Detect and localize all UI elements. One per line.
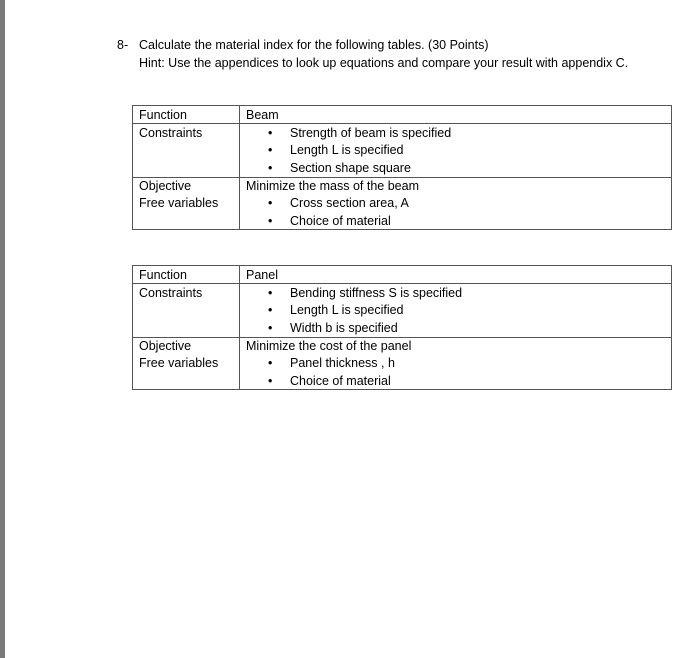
beam-table (132, 105, 672, 230)
bullet-icon: • (268, 143, 273, 157)
bullet-icon: • (268, 214, 273, 228)
list-item (268, 302, 404, 319)
list-item (268, 320, 398, 337)
function-label: Function (139, 108, 187, 122)
free-variables-label: Free variables (139, 356, 219, 370)
bullet-icon: • (268, 321, 273, 335)
question-text: Calculate the material index for the following tables. (30 Points) (139, 38, 489, 52)
list-item (268, 195, 409, 212)
list-item (268, 213, 391, 230)
row-divider (133, 123, 671, 124)
bullet-icon: • (268, 161, 273, 175)
row-divider (133, 283, 671, 284)
bullet-icon: • (268, 286, 273, 300)
bullet-icon: • (268, 303, 273, 317)
constraint-text: Section shape square (290, 161, 411, 175)
objective-value: Minimize the cost of the panel (246, 339, 412, 353)
constraint-text: Width b is specified (290, 321, 398, 335)
bullet-icon: • (268, 126, 273, 140)
function-label: Function (139, 268, 187, 282)
left-edge-bar (0, 0, 5, 658)
question-hint: Hint: Use the appendices to look up equations and compare your result with appendix C. (139, 56, 629, 70)
function-value: Beam (246, 108, 279, 122)
constraint-text: Strength of beam is specified (290, 126, 452, 140)
free-variable-text: Cross section area, A (290, 196, 409, 210)
list-item (268, 142, 404, 159)
free-variable-text: Panel thickness , h (290, 356, 395, 370)
column-divider (239, 106, 240, 229)
constraints-label: Constraints (139, 126, 203, 140)
list-item (268, 355, 395, 372)
bullet-icon: • (268, 356, 273, 370)
list-item (268, 125, 451, 142)
list-item (268, 285, 462, 302)
objective-value: Minimize the mass of the beam (246, 179, 419, 193)
constraint-text: Length L is specified (290, 303, 404, 317)
panel-table (132, 265, 672, 390)
objective-label: Objective (139, 179, 192, 193)
free-variable-text: Choice of material (290, 214, 391, 228)
constraints-label: Constraints (139, 286, 203, 300)
free-variables-label: Free variables (139, 196, 219, 210)
column-divider (239, 266, 240, 389)
list-item (268, 160, 411, 177)
list-item (268, 373, 391, 390)
function-value: Panel (246, 268, 278, 282)
question-number: 8- (117, 38, 129, 52)
free-variable-text: Choice of material (290, 374, 391, 388)
bullet-icon: • (268, 196, 273, 210)
constraint-text: Bending stiffness S is specified (290, 286, 463, 300)
bullet-icon: • (268, 374, 273, 388)
constraint-text: Length L is specified (290, 143, 404, 157)
objective-label: Objective (139, 339, 192, 353)
